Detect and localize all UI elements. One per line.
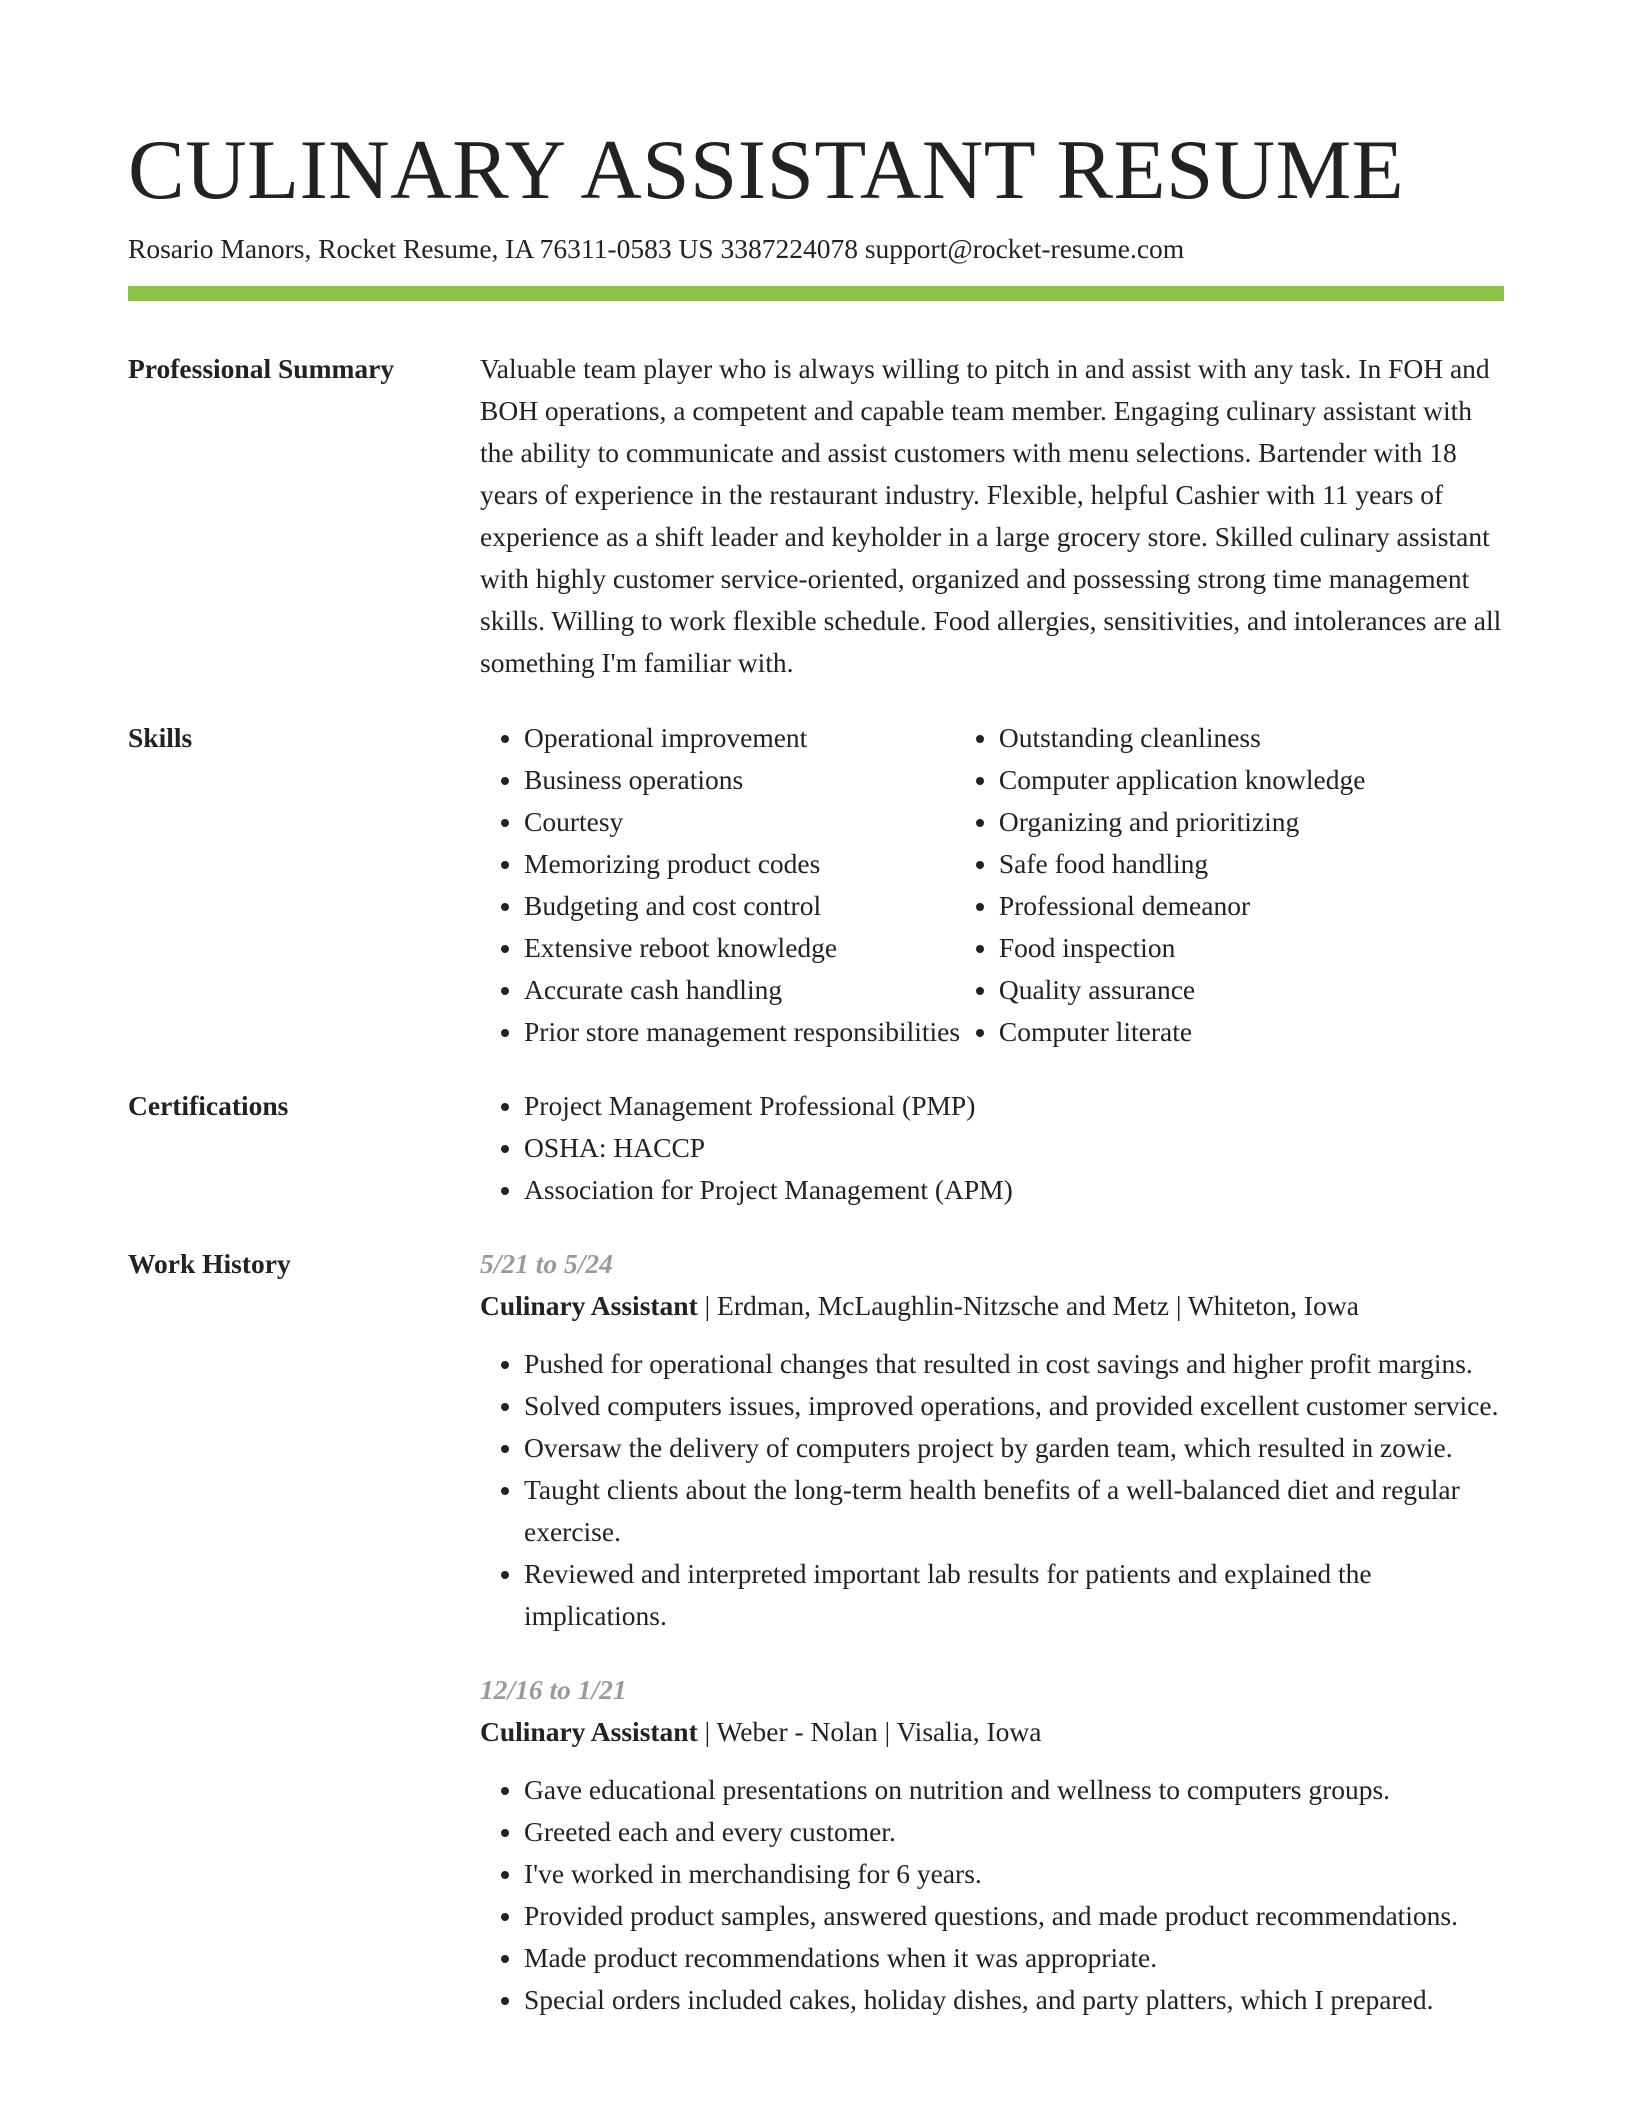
resume-title: CULINARY ASSISTANT RESUME	[128, 123, 1405, 217]
skill-item: • Extensive reboot knowledge	[524, 927, 971, 969]
skill-item: • Professional demeanor	[999, 885, 1504, 927]
skill-item: • Safe food handling	[999, 843, 1504, 885]
skills-heading: Skills	[128, 722, 193, 753]
job-bullet: • Solved computers issues, improved operations, and provided excellent customer service.	[524, 1385, 1504, 1427]
job-details: | Weber - Nolan | Visalia, Iowa	[697, 1716, 1042, 1747]
summary-body	[480, 348, 1504, 684]
skill-item: • Memorizing product codes	[524, 843, 971, 885]
skill-item: • Organizing and prioritizing	[999, 801, 1504, 843]
summary-heading: Professional Summary	[128, 353, 395, 384]
job-dates: 5/21 to 5/24	[480, 1248, 613, 1279]
job-bullet: • Taught clients about the long-term health benefits of a well-balanced diet and regular exercise.	[524, 1469, 1504, 1553]
skills-body	[480, 717, 1504, 1053]
job-role: Culinary Assistant	[480, 1290, 698, 1321]
skill-item: • Computer literate	[999, 1011, 1504, 1053]
job-bullet-list	[480, 1343, 1504, 1637]
certifications-list	[480, 1085, 1504, 1211]
certification-item: • Project Management Professional (PMP)	[524, 1085, 1504, 1127]
skill-item: • Courtesy	[524, 801, 971, 843]
accent-divider	[128, 286, 1504, 301]
job-bullet: • Made product recommendations when it was appropriate.	[524, 1937, 1504, 1979]
contact-info: Rosario Manors, Rocket Resume, IA 76311-0583 US 3387224078 support@rocket-resume.com	[128, 233, 1185, 264]
work-history-body	[480, 1243, 1504, 2021]
job-bullet: • Pushed for operational changes that resulted in cost savings and higher profit margins.	[524, 1343, 1504, 1385]
job-bullet: • Special orders included cakes, holiday dishes, and party platters, which I prepared.	[524, 1979, 1504, 2021]
summary-text: Valuable team player who is always willing to pitch in and assist with any task. In FOH and BOH operations, a competent and capable team member. Engaging culinary assistant with the ability to communicate and assist customers with menu selections. Bartender with 18 years of experience in the restaurant industry. Flexible, helpful Cashier with 11 years of experience as a shift leader and keyholder in a large grocery store. Skilled culinary assistant with highly customer service-oriented, organized and possessing strong time management skills. Willing to work flexible schedule. Food allergies, sensitivities, and intolerances are all something I'm familiar with.	[480, 353, 1502, 678]
job-bullet: • I've worked in merchandising for 6 years.	[524, 1853, 1504, 1895]
job-bullet: • Greeted each and every customer.	[524, 1811, 1504, 1853]
skill-item: • Outstanding cleanliness	[999, 717, 1504, 759]
skill-item: • Budgeting and cost control	[524, 885, 971, 927]
certifications-heading: Certifications	[128, 1090, 289, 1121]
skill-item: • Business operations	[524, 759, 971, 801]
certifications-body	[480, 1085, 1504, 1211]
job-entry	[480, 1669, 1504, 2021]
skill-item: • Computer application knowledge	[999, 759, 1504, 801]
skill-item: • Operational improvement	[524, 717, 971, 759]
job-details: | Erdman, McLaughlin-Nitzsche and Metz | Whiteton, Iowa	[697, 1290, 1359, 1321]
job-bullet: • Provided product samples, answered questions, and made product recommendations.	[524, 1895, 1504, 1937]
job-title-line	[480, 1285, 1504, 1327]
job-bullet: • Gave educational presentations on nutrition and wellness to computers groups.	[524, 1769, 1504, 1811]
job-bullet: • Reviewed and interpreted important lab results for patients and explained the implications.	[524, 1553, 1504, 1637]
skill-item: • Prior store management responsibilities	[524, 1011, 971, 1053]
job-bullet: • Oversaw the delivery of computers project by garden team, which resulted in zowie.	[524, 1427, 1504, 1469]
job-dates: 12/16 to 1/21	[480, 1674, 627, 1705]
certification-item: • OSHA: HACCP	[524, 1127, 1504, 1169]
job-entry	[480, 1243, 1504, 1637]
skills-list-left	[480, 717, 971, 1053]
skill-item: • Quality assurance	[999, 969, 1504, 1011]
skills-list-right	[971, 717, 1504, 1053]
certification-item: • Association for Project Management (APM)	[524, 1169, 1504, 1211]
job-title-line	[480, 1711, 1504, 1753]
work-history-heading: Work History	[128, 1248, 291, 1279]
job-bullet-list	[480, 1769, 1504, 2021]
job-role: Culinary Assistant	[480, 1716, 698, 1747]
skill-item: • Food inspection	[999, 927, 1504, 969]
skill-item: • Accurate cash handling	[524, 969, 971, 1011]
